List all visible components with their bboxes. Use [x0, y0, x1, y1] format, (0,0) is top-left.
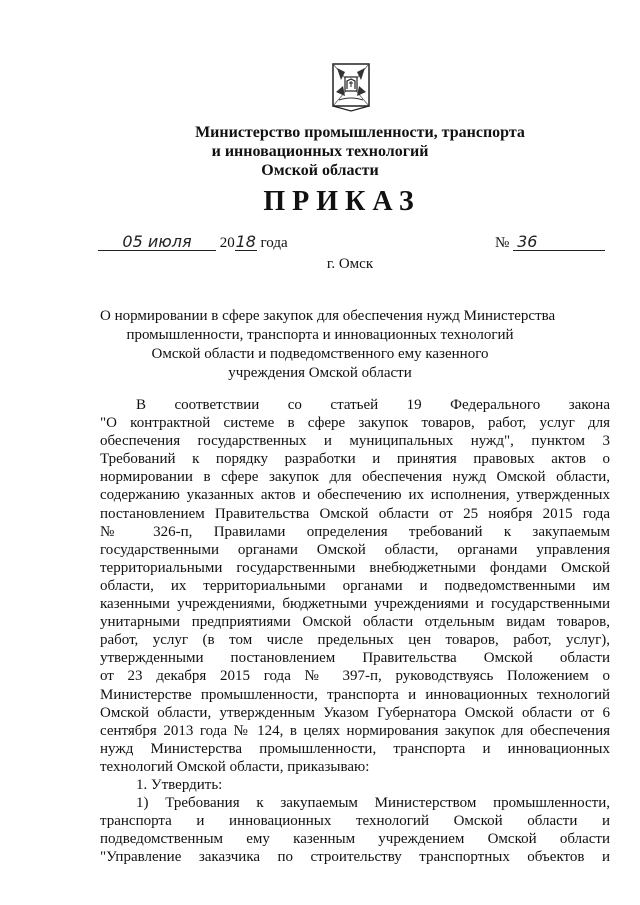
body-line: области, их территориальными органами и подведомственными им — [100, 577, 610, 594]
body-line: Требований к порядку разработки и принятия правовых актов о — [100, 451, 610, 468]
body-line: "О контрактной системе в сфере закупок товаров, работ, услуг для — [100, 415, 610, 432]
subject-line: О нормировании в сфере закупок для обеспечения нужд Министерства — [100, 308, 556, 324]
coat-of-arms-icon — [331, 62, 371, 112]
body-line: транспорта и инновационных технологий Омской области и — [100, 813, 610, 830]
order-date — [98, 233, 288, 252]
date-year-suffix: 18 — [235, 232, 256, 251]
body-line: казенными учреждениями, бюджетными учреждениями и государственными — [100, 596, 610, 613]
subject-line: промышленности, транспорта и инновационных технологий — [126, 327, 514, 343]
body-line: технологий Омской области, приказываю: — [100, 758, 370, 775]
body-line: государственными органами Омской области, органами управления — [100, 541, 610, 558]
document-type-title: ПРИКАЗ — [263, 186, 421, 217]
order-number — [495, 233, 605, 252]
body-line: унитарными предприятиями Омской области отдельным видам товаров, — [100, 614, 610, 631]
body-line: В соответствии со статьей 19 Федерального закона — [136, 397, 610, 413]
body-line: № 326-п, Правилами определения требований к закупаемым — [100, 523, 610, 540]
body-line: Министерстве промышленности, транспорта и инновационных технологий — [100, 686, 610, 703]
ministry-name-line3: Омской области — [261, 162, 379, 179]
date-year-word: года — [260, 235, 288, 251]
subject-line: учреждения Омской области — [228, 365, 412, 381]
body-line: нормировании в сфере закупок для обеспечения нужд Омской области, — [100, 469, 610, 486]
body-line: постановлением Правительства Омской области от 25 ноября 2015 года — [100, 505, 610, 522]
number-label: № — [495, 235, 510, 251]
body-line: территориальными государственными внебюджетными фондами Омской — [100, 559, 610, 576]
ministry-name-line1: Министерство промышленности, транспорта — [195, 124, 525, 141]
body-line: нужд Министерства промышленности, транспорта и инновационных — [100, 740, 610, 757]
body-line: от 23 декабря 2015 года № 397-п, руководствуясь Положением о — [100, 668, 610, 685]
body-line: 1) Требования к закупаемым Министерством промышленности, — [136, 795, 610, 812]
date-day-month: 05 июля — [98, 233, 216, 251]
body-line: "Управление заказчика по строительству транспортных объектов и — [100, 849, 610, 866]
subject-line: Омской области и подведомственного ему казенного — [151, 346, 489, 362]
order-subject — [100, 307, 556, 383]
body-line: работ, услуг (в том числе предельных цен товаров, работ, услуг), — [100, 632, 610, 649]
body-line: обеспечения государственных и муниципальных нужд", пунктом 3 — [100, 433, 610, 450]
body-line: подведомственным ему казенным учреждением Омской области — [100, 831, 610, 848]
number-value: 36 — [513, 233, 605, 251]
body-line: 1. Утвердить: — [136, 776, 223, 793]
order-body — [100, 396, 610, 866]
body-line: Омской области, утвержденным Указом Губернатора Омской области от 6 — [100, 704, 610, 721]
body-line: содержанию указанных актов и обеспечению их исполнения, утвержденных — [100, 487, 610, 504]
body-line: сентября 2013 года № 124, в целях нормирования закупок для обеспечения — [100, 722, 610, 739]
city: г. Омск — [326, 256, 374, 272]
body-line: утвержденными постановлением Правительства Омской области — [100, 650, 610, 667]
date-year-prefix: 20 — [219, 235, 235, 251]
ministry-name-line2: и инновационных технологий — [211, 143, 429, 160]
